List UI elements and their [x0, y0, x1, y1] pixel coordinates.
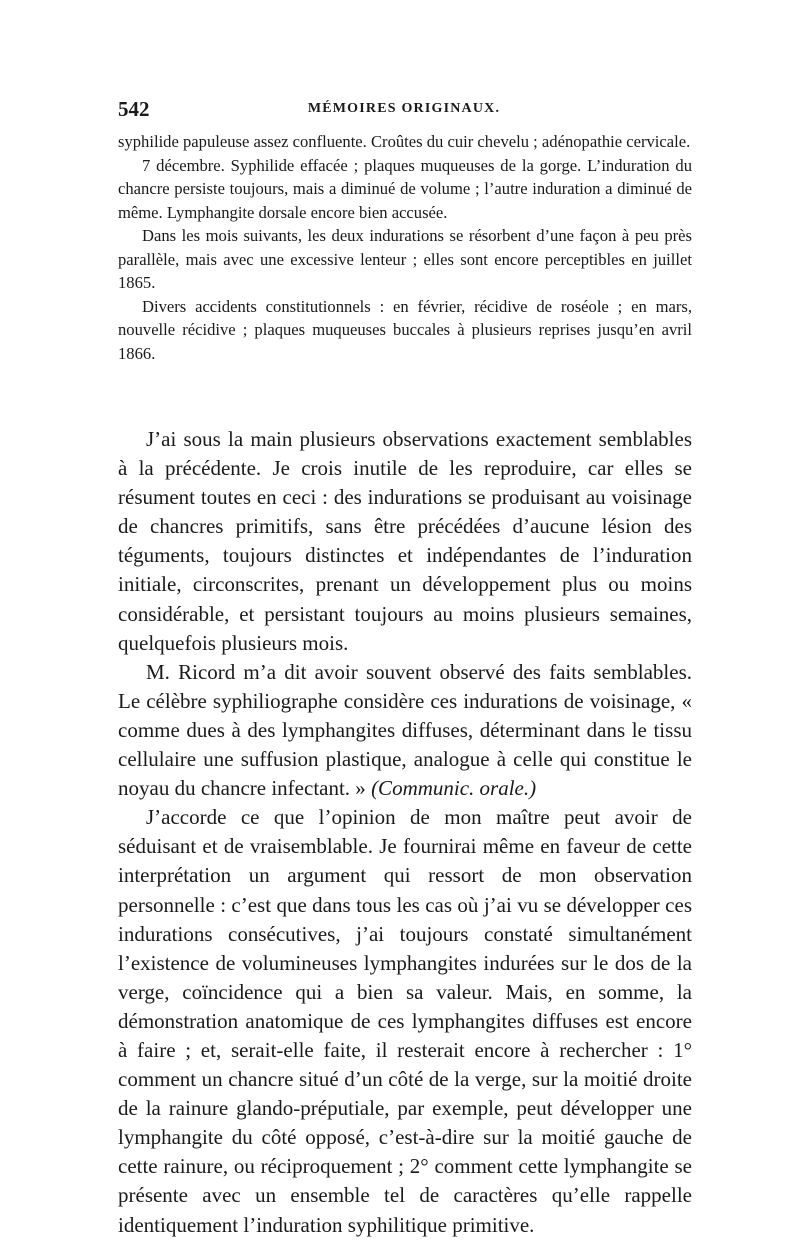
observation-paragraph: syphilide papuleuse assez confluente. Croûtes du cuir chevelu ; adénopathie cervicale.: [118, 132, 691, 151]
citation: (Communic. orale.): [371, 776, 537, 801]
observation-notes: [118, 130, 692, 365]
observation-paragraph: Dans les mois suivants, les deux indurations se résorbent d’une façon à peu près parallèle, mais avec une excessive lenteur ; elles sont encore perceptibles en juillet 1865.: [118, 226, 692, 292]
body-paragraph-text: M. Ricord m’a dit avoir souvent observé des faits semblables. Le célèbre syphiliographe considère ces indurations de voisinage, « comme dues à des lymphangites diffuses, déterminant dans le tissu cellulaire une suffusion plastique, analogue à celle qui constitue le noyau du chancre infectant. »: [118, 659, 692, 801]
running-title: MÉMOIRES ORIGINAUX.: [307, 101, 501, 116]
main-text: [118, 425, 692, 1240]
page-number: 542: [118, 97, 150, 121]
body-paragraph: J’ai sous la main plusieurs observations exactement semblables à la précédente. Je crois inutile de les reproduire, car elles se résument toutes en ceci : des indurations se produisant au voisinage de chancres primitifs, sans être précédées d’aucune lésion des téguments, toujours distinctes et indépendantes de l’induration initiale, circonscrites, prenant un développement plus ou moins considérable, et persistant toujours au moins plusieurs semaines, quelquefois plusieurs mois.: [118, 427, 692, 655]
body-paragraph: [118, 658, 692, 803]
observation-paragraph: 7 décembre. Syphilide effacée ; plaques muqueuses de la gorge. L’induration du chancre persiste toujours, mais a diminué de volume ; l’autre induration a diminué de même. Lymphangite dorsale encore bien accusée.: [118, 155, 692, 222]
page-header: [118, 97, 690, 121]
observation-paragraph: Divers accidents constitutionnels : en février, récidive de roséole ; en mars, nouvelle récidive ; plaques muqueuses buccales à plusieurs reprises jusqu’en avril 1866.: [118, 296, 692, 363]
body-paragraph: J’accorde ce que l’opinion de mon maître peut avoir de séduisant et de vraisemblable. Je fournirai même en faveur de cette interprétation un argument qui ressort de mon observation personnelle : c’est que dans tous les cas où j’ai vu se développer ces indurations consécutives, j’ai toujours constaté simultanément l’existence de volumineuses lymphangites indurées sur le dos de la verge, coïncidence qui a bien sa valeur. Mais, en somme, la démonstration anatomique de ces lymphangites diffuses est encore à faire ; et, serait-elle faite, il resterait encore à rechercher : 1° comment un chancre situé d’un côté de la verge, sur la moitié droite de la rainure glando-préputiale, par exemple, peut développer une lymphangite du côté opposé, c’est-à-dire sur la moitié gauche de cette rainure, ou réciproquement ; 2° comment cette lymphangite se présente avec un ensemble tel de caractères qu’elle rappelle identiquement l’induration syphilitique primitive.: [118, 805, 692, 1237]
